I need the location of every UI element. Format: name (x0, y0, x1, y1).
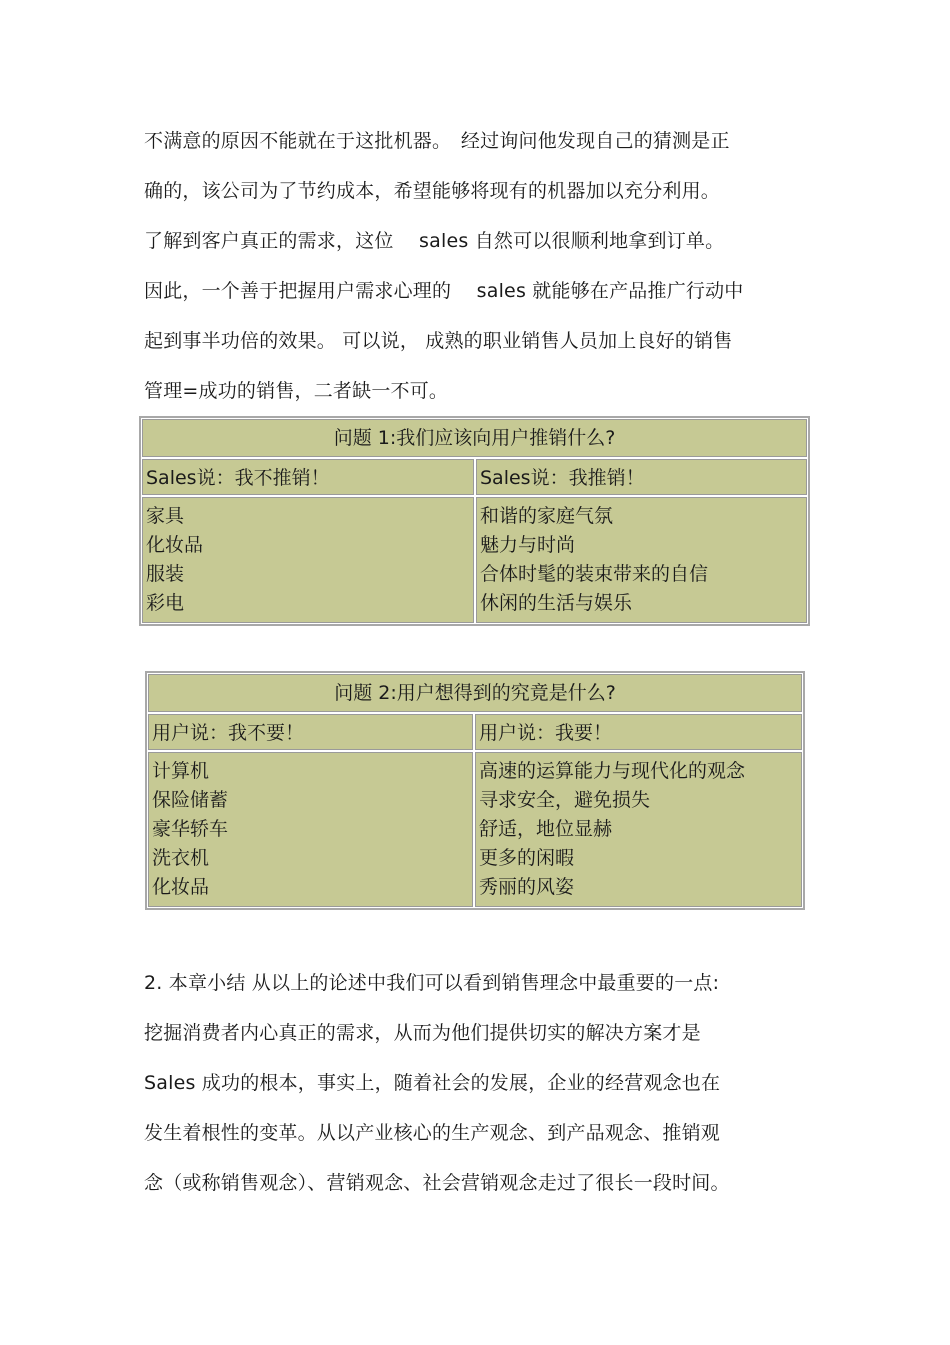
list-item: 洗衣机 (152, 847, 210, 869)
summary-line: 挖掘消费者内心真正的需求，从而为他们提供切实的解决方案才是 (144, 1022, 701, 1044)
list-item: 更多的闲暇 (479, 847, 575, 869)
table-2-body-row (148, 752, 802, 907)
summary-line: 发生着根性的变革。从以产业核心的生产观念、到产品观念、推销观 (144, 1122, 721, 1144)
question-1-table (139, 416, 810, 626)
table-1-left-header: Sales说：我不推销！ (142, 459, 474, 495)
intro-paragraph (144, 116, 804, 416)
list-item: 豪华轿车 (152, 818, 229, 840)
list-item: 高速的运算能力与现代化的观念 (479, 760, 746, 782)
intro-line: 起到事半功倍的效果。 可以说， 成熟的职业销售人员加上良好的销售 (144, 330, 733, 352)
list-item: 化妆品 (146, 534, 204, 556)
list-item: 服装 (146, 563, 185, 585)
summary-line: Sales 成功的根本，事实上，随着社会的发展，企业的经营观念也在 (144, 1072, 721, 1094)
table-1-left-items (142, 497, 474, 623)
table-1-right-items (476, 497, 807, 623)
list-item: 和谐的家庭气氛 (480, 505, 614, 527)
table-2-right-header: 用户说：我要！ (475, 714, 802, 750)
table-2-right-items (475, 752, 802, 907)
list-item: 秀丽的风姿 (479, 876, 575, 898)
intro-line: 确的，该公司为了节约成本，希望能够将现有的机器加以充分利用。 (144, 180, 721, 202)
table-1-header-row (142, 459, 807, 495)
list-item: 化妆品 (152, 876, 210, 898)
intro-line: 了解到客户真正的需求，这位 sales 自然可以很顺利地拿到订单。 (144, 230, 725, 252)
list-item: 舒适，地位显赫 (479, 818, 613, 840)
summary-paragraph (144, 958, 804, 1208)
summary-line: 2. 本章小结 从以上的论述中我们可以看到销售理念中最重要的一点: (144, 972, 720, 994)
table-2-header-row (148, 714, 802, 750)
table-1-title: 问题 1:我们应该向用户推销什么? (142, 419, 807, 457)
list-item: 魅力与时尚 (480, 534, 576, 556)
list-item: 合体时髦的装束带来的自信 (480, 563, 709, 585)
summary-line: 念（或称销售观念）、营销观念、社会营销观念走过了很长一段时间。 (144, 1172, 730, 1194)
list-item: 计算机 (152, 760, 210, 782)
table-1-body-row (142, 497, 807, 623)
intro-line: 管理=成功的销售，二者缺一不可。 (144, 380, 449, 402)
question-2-table (145, 671, 805, 910)
table-2-title: 问题 2:用户想得到的究竟是什么? (148, 674, 802, 712)
intro-line: 因此，一个善于把握用户需求心理的 sales 就能够在产品推广行动中 (144, 280, 744, 302)
table-2-left-items (148, 752, 473, 907)
list-item: 彩电 (146, 592, 185, 614)
list-item: 休闲的生活与娱乐 (480, 592, 633, 614)
intro-line: 不满意的原因不能就在于这批机器。 经过询问他发现自己的猜测是正 (144, 130, 730, 152)
list-item: 保险储蓄 (152, 789, 229, 811)
list-item: 家具 (146, 505, 185, 527)
list-item: 寻求安全，避免损失 (479, 789, 651, 811)
table-1-right-header: Sales说：我推销！ (476, 459, 807, 495)
table-2-left-header: 用户说：我不要！ (148, 714, 473, 750)
